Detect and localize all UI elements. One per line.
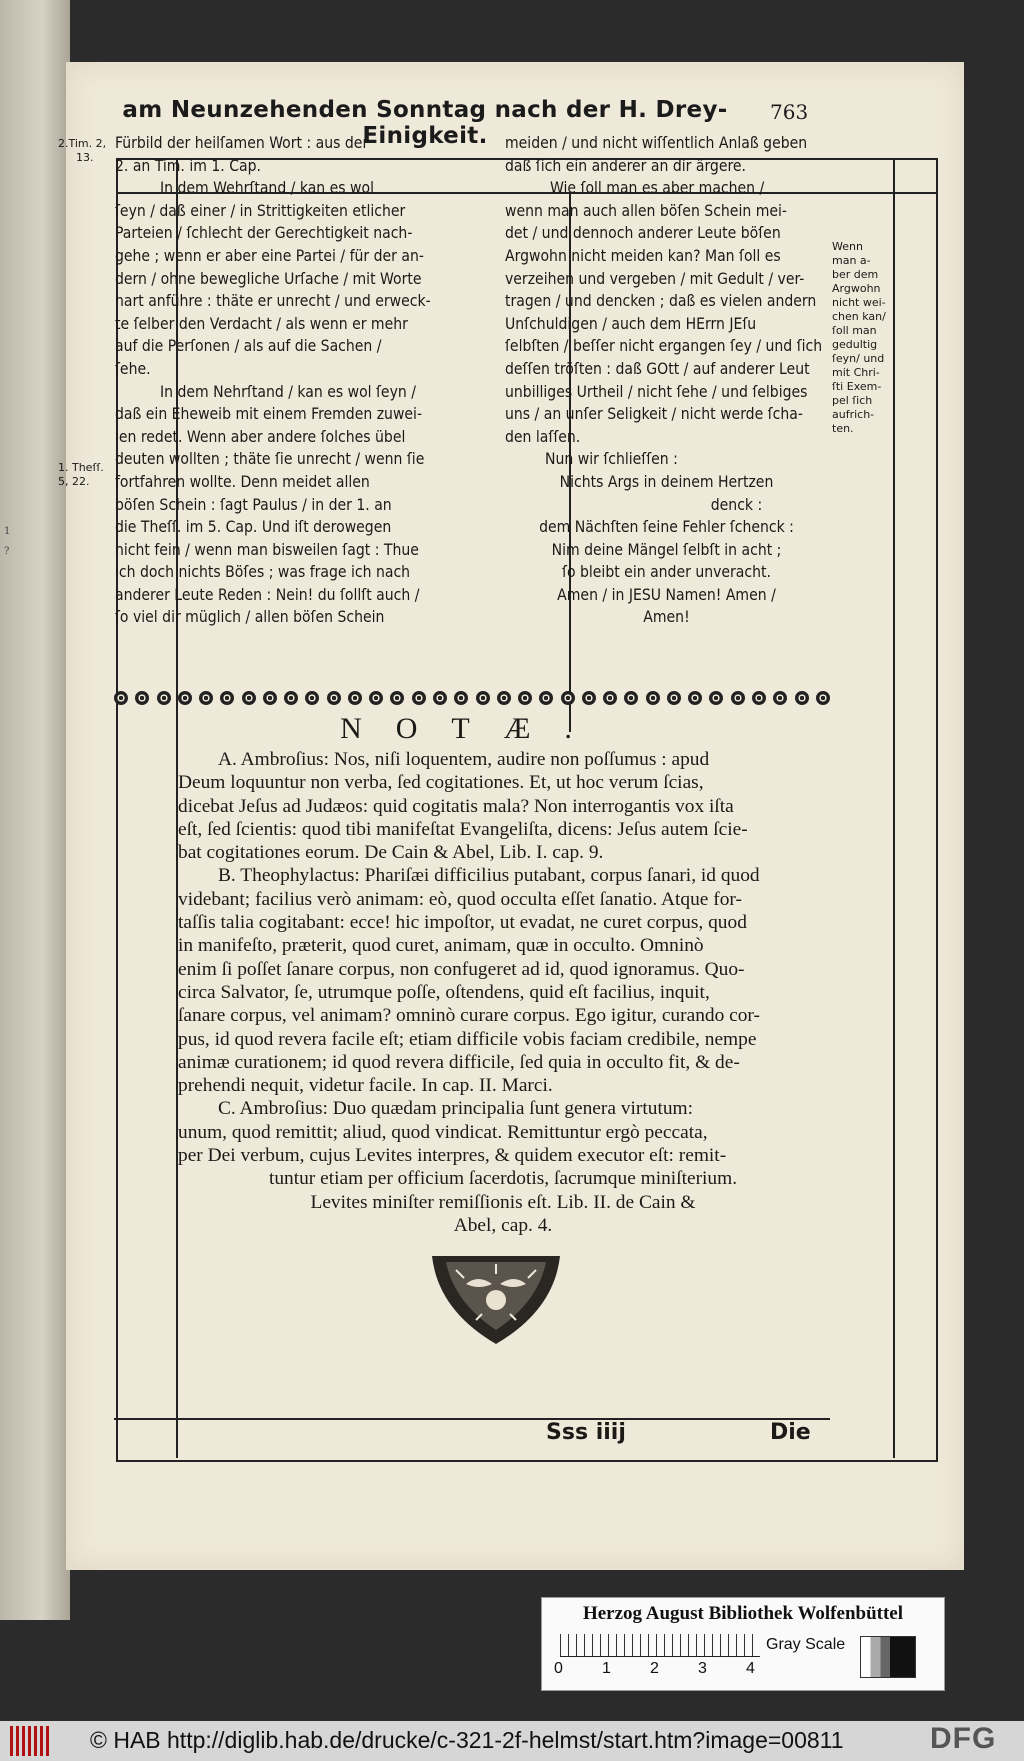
left-column-line: te ſelber den Verdacht / als wenn er mehr bbox=[115, 314, 408, 333]
left-column-line: hart anführe : thäte er unrecht / und erweck- bbox=[115, 292, 431, 311]
margin-note-line: ſeyn/ und bbox=[832, 352, 885, 365]
poem-line: Amen / in JESU Namen! Amen / bbox=[557, 585, 776, 604]
left-column-line: gehe ; wenn er aber eine Partei / für der an- bbox=[115, 246, 424, 265]
note-line: A. Ambroſius: Nos, niſi loquentem, audire non poſſumus : apud bbox=[218, 749, 710, 770]
margin-note-line: aufrich- bbox=[832, 408, 875, 421]
ornament-rosette-icon bbox=[114, 691, 128, 705]
poem-line: Nim deine Mängel ſelbſt in acht ; bbox=[551, 540, 782, 559]
ornament-rosette-icon bbox=[220, 691, 234, 705]
ornament-rosette-icon bbox=[497, 691, 511, 705]
note-line: B. Theophylactus: Phariſæi difficilius putabant, corpus ſanari, id quod bbox=[218, 865, 760, 887]
left-page-mark: ? bbox=[4, 546, 10, 557]
note-line: in manifeſto, præterit, quod curet, animam, quæ in occulto. Omninò bbox=[178, 935, 704, 957]
ornament-rosette-icon bbox=[327, 691, 341, 705]
left-column-line: ſo viel dir müglich / allen böſen Schein bbox=[115, 608, 385, 627]
ornament-rosette-icon bbox=[178, 691, 192, 705]
library-name: Herzog August Bibliothek Wolfenbüttel bbox=[582, 1603, 904, 1624]
ornament-rosette-icon bbox=[561, 691, 575, 705]
left-column-line: Fürbild der heilſamen Wort : aus der bbox=[115, 134, 369, 152]
note-line: C. Ambroſius: Duo quædam principalia ſunt genera virtutum: bbox=[218, 1098, 694, 1120]
ornament-rosette-icon bbox=[412, 691, 426, 705]
ornament-rosette-icon bbox=[518, 691, 532, 705]
left-column-line: dern / ohne bewegliche Urſache / mit Worte bbox=[115, 269, 422, 288]
left-column-line: len redet. Wenn aber andere ſolches übel bbox=[115, 427, 406, 446]
running-header: am Neunzehenden Sonntag nach der H. Drey-Einigkeit. bbox=[122, 97, 728, 149]
note-line: bat cogitationes eorum. De Cain & Abel, Lib. I. cap. 9. bbox=[178, 842, 604, 864]
left-column-line: 2. an Tim. im 1. Cap. bbox=[115, 156, 261, 175]
right-column-line: verzeihen und vergeben / mit Gedult / ver- bbox=[505, 269, 805, 288]
left-column-line: ſeyn / daß einer / in Strittigkeiten etlicher bbox=[115, 201, 406, 220]
ornament-rosette-icon bbox=[348, 691, 362, 705]
right-margin-note bbox=[832, 240, 894, 436]
ornament-rosette-icon bbox=[582, 691, 596, 705]
right-column-line: daß ſich ein anderer an dir ärgere. bbox=[505, 156, 746, 175]
ornament-rosette-icon bbox=[433, 691, 447, 705]
ruler-label: 1 bbox=[602, 1660, 611, 1677]
poem-line: denck : bbox=[710, 495, 763, 514]
poem-line: ſo bleibt ein ander unveracht. bbox=[562, 563, 771, 582]
note-line: circa Salvator, ſe, utrumque poſſe, oſtendens, quid eſt facilius, inquit, bbox=[178, 981, 710, 1003]
margin-note-line: gedultig bbox=[832, 338, 878, 351]
signature-mark: Sss iiij bbox=[546, 1420, 626, 1445]
note-line: ſanare corpus, vel animam? omninò curare corpus. Ego igitur, curando cor- bbox=[178, 1005, 760, 1027]
ornament-rosette-icon bbox=[390, 691, 404, 705]
note-line: animæ curationem; id quod revera difficile, ſed quia in occulto fit, & de- bbox=[178, 1051, 740, 1073]
right-column-line: ſelbſten / beſſer nicht ergangen ſey / und ſich bbox=[505, 337, 823, 356]
ornament-rosette-icon bbox=[816, 691, 830, 705]
ornament-rosette-icon bbox=[667, 691, 681, 705]
ornament-rosette-icon bbox=[731, 691, 745, 705]
ornament-rosette-icon bbox=[263, 691, 277, 705]
note-line: eſt, ſed ſcientis: quod tibi manifeſtat Evangeliſta, dicens: Jeſus autem ſcie- bbox=[178, 818, 748, 840]
left-column-line: Parteien / ſchlecht der Gerechtigkeit nach- bbox=[115, 224, 413, 243]
gray-scale-swatch bbox=[860, 1636, 916, 1678]
right-column-line: Unſchuldigen / auch dem HErrn JEſu bbox=[505, 314, 757, 333]
catchword: Die bbox=[770, 1420, 811, 1445]
ornament-rosette-icon bbox=[773, 691, 787, 705]
right-column-line: Nun wir ſchlieſſen : bbox=[545, 450, 678, 469]
poem-line: Amen! bbox=[643, 608, 690, 627]
ornament-rosette-icon bbox=[135, 691, 149, 705]
right-column-line: tragen / und dencken ; daß es vielen andern bbox=[505, 292, 817, 311]
ornament-rosette-icon bbox=[752, 691, 766, 705]
left-column-line: nicht fein / wenn man bisweilen ſagt : Thue bbox=[115, 540, 419, 559]
footer-rule bbox=[114, 1418, 830, 1420]
margin-note-line: 1. Theſſ. bbox=[58, 461, 104, 474]
right-column-line: meiden / und nicht wiſſentlich Anlaß geben bbox=[505, 134, 808, 152]
note-line: taſſis talia cogitabant: ecce! hic impoſtor, ut evadat, ne curet corpus, quod bbox=[178, 912, 747, 934]
note-line: unum, quod remittit; aliud, quod vindicat. Remittuntur ergò peccata, bbox=[178, 1121, 708, 1143]
ruler-label: 2 bbox=[650, 1660, 659, 1677]
margin-note-line: ſti Exem- bbox=[832, 380, 882, 393]
left-column-line: deuten wollten ; thäte ſie unrecht / wenn ſie bbox=[115, 450, 425, 469]
note-line: pus, id quod revera facile eſt; etiam difficile vobis faciam credibile, nempe bbox=[178, 1028, 757, 1050]
ornament-rosette-icon bbox=[305, 691, 319, 705]
ornament-rosette-icon bbox=[199, 691, 213, 705]
left-column-line: die Theſſ. im 5. Cap. Und iſt derowegen bbox=[115, 518, 392, 537]
page-number: 763 bbox=[770, 100, 809, 124]
note-line: Levites miniſter remiſſionis eſt. Lib. II. de Cain & bbox=[310, 1191, 696, 1213]
right-column-line: uns / an unſer Seligkeit / nicht werde ſcha- bbox=[505, 405, 803, 424]
right-column-line: unbilliges Urtheil / nicht ſehe / und ſelbiges bbox=[505, 382, 808, 401]
margin-note-line: ſoll man bbox=[832, 324, 877, 337]
margin-note-line: ber dem bbox=[832, 268, 879, 281]
poem-line: Nichts Args in deinem Hertzen bbox=[559, 472, 774, 491]
ornament-rosette-icon bbox=[795, 691, 809, 705]
left-column-line: daß ein Eheweib mit einem Fremden zuwei- bbox=[115, 405, 423, 424]
left-column-line: In dem Wehrſtand / kan es wol bbox=[160, 179, 375, 198]
dfg-logo: DFG bbox=[930, 1722, 997, 1755]
ornament-rosette-icon bbox=[284, 691, 298, 705]
notae-heading: NOTÆ. bbox=[340, 712, 606, 745]
notae-body bbox=[178, 748, 828, 1237]
ornament-rosette-icon bbox=[369, 691, 383, 705]
right-column-line: wenn man auch allen böſen Schein mei- bbox=[505, 201, 787, 220]
note-line: tuntur etiam per officium ſacerdotis, ſacrumque miniſterium. bbox=[268, 1168, 738, 1190]
right-text-column bbox=[505, 132, 828, 629]
ornament-rosette-icon bbox=[539, 691, 553, 705]
margin-note-line: pel ſich bbox=[832, 394, 873, 407]
left-page-mark: 1 bbox=[4, 526, 11, 537]
ornament-rosette-icon bbox=[709, 691, 723, 705]
ruler-label: 4 bbox=[746, 1660, 755, 1677]
footer-source-link[interactable]: © HAB http://diglib.hab.de/drucke/c-321-2f-helmst/start.htm?image=00811 bbox=[90, 1727, 844, 1753]
right-column-line: det / und dennoch anderer Leute böſen bbox=[505, 224, 781, 243]
ruler-label: 0 bbox=[554, 1660, 563, 1677]
ornament-rosette-icon bbox=[242, 691, 256, 705]
ornament-rosette-icon bbox=[624, 691, 638, 705]
margin-note-line: man a- bbox=[832, 254, 871, 267]
note-line: per Dei verbum, cujus Levites interpres, & quidem executor eſt: remit- bbox=[178, 1145, 727, 1167]
gray-scale-label: Gray Scale bbox=[766, 1636, 846, 1653]
ornament-rosette-icon bbox=[476, 691, 490, 705]
color-scale-card bbox=[541, 1597, 945, 1691]
ornament-rosette-icon bbox=[603, 691, 617, 705]
margin-note-line: 13. bbox=[76, 151, 94, 164]
right-column-line: den laſſen. bbox=[505, 427, 581, 446]
left-column-line: In dem Nehrſtand / kan es wol ſeyn / bbox=[160, 382, 416, 401]
right-column-line: deſſen tröſten : daß GOtt / auf anderer Leut bbox=[505, 359, 810, 378]
margin-note-line: mit Chri- bbox=[832, 366, 880, 379]
note-line: enim ſi poſſet ſanare corpus, non confugeret ad id, quod ignoramus. Quo- bbox=[178, 958, 745, 980]
note-line: prehendi nequit, videtur facile. In cap. II. Marci. bbox=[178, 1075, 553, 1097]
left-column-line: böſen Schein : ſagt Paulus / in der 1. an bbox=[115, 495, 392, 514]
left-column-line: auf die Perſonen / als auf die Sachen / bbox=[115, 337, 382, 356]
margin-note-line: Argwohn bbox=[832, 282, 881, 295]
left-column-line: ich doch nichts Böſes ; was frage ich nach bbox=[115, 563, 411, 582]
note-line: videbant; facilius verò animam: eò, quod occulta eſſet ſanatio. Atque for- bbox=[178, 888, 742, 910]
left-column-line: fortfahren wollte. Denn meidet allen bbox=[115, 472, 370, 491]
ornament-rosette-icon bbox=[646, 691, 660, 705]
margin-note-line: chen kan/ bbox=[832, 310, 886, 323]
margin-note-line: Wenn bbox=[832, 240, 863, 253]
ornament-rosette-icon bbox=[157, 691, 171, 705]
hab-logo-icon bbox=[10, 1726, 50, 1756]
right-column-line: Wie ſoll man es aber machen / bbox=[550, 179, 765, 198]
adjacent-page-edge bbox=[0, 0, 70, 1620]
margin-note-line: ten. bbox=[832, 422, 854, 435]
note-line: Abel, cap. 4. bbox=[453, 1214, 553, 1236]
left-text-column bbox=[115, 132, 500, 629]
left-column-line: anderer Leute Reden : Nein! du ſollſt auch / bbox=[115, 585, 420, 604]
margin-note-reference-2 bbox=[58, 461, 110, 489]
margin-note-reference-1 bbox=[58, 137, 110, 165]
margin-note-line: 5, 22. bbox=[58, 475, 90, 488]
note-line: Deum loquuntur non verba, ſed cogitationes. Et, ut hoc verum ſcias, bbox=[178, 772, 704, 794]
margin-note-line: 2.Tim. 2, bbox=[58, 137, 107, 150]
decorative-ornament-band bbox=[114, 688, 830, 708]
margin-note-line: nicht wei- bbox=[832, 296, 886, 309]
ornament-rosette-icon bbox=[454, 691, 468, 705]
ornament-rosette-icon bbox=[688, 691, 702, 705]
ruler-label: 3 bbox=[698, 1660, 707, 1677]
note-line: dicebat Jeſus ad Judæos: quid cogitatis mala? Non interrogantis vox iſta bbox=[178, 795, 734, 817]
ruler-scale bbox=[560, 1634, 760, 1657]
right-column-line: Argwohn nicht meiden kan? Man ſoll es bbox=[505, 246, 781, 265]
left-column-line: ſehe. bbox=[115, 359, 151, 378]
poem-line: dem Nächſten ſeine Fehler ſchenck : bbox=[539, 518, 794, 537]
heart-vignette-ornament bbox=[426, 1250, 566, 1348]
